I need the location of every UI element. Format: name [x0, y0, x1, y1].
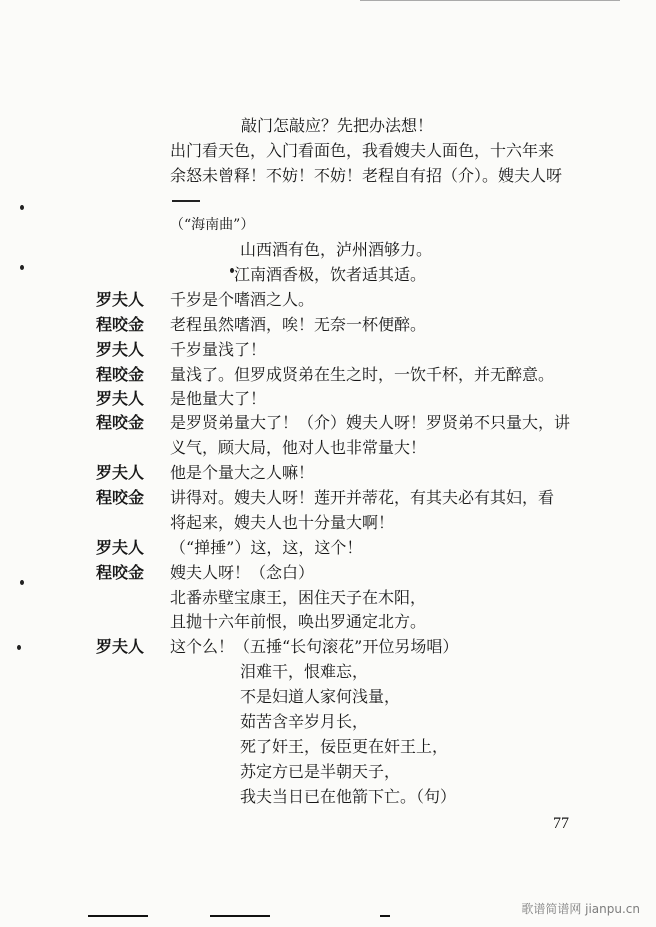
speaker-name: 罗夫人: [96, 463, 145, 482]
watermark: 歌谱简谱网 jianpu.cn: [521, 902, 640, 916]
dialogue-line: 老程虽然嗜酒，唉！无奈一杯便醉。: [170, 315, 427, 334]
page-number: 77: [553, 815, 569, 832]
dialogue-line: 余怒未曾释！不妨！不妨！老程自有招（介）。嫂夫人呀: [170, 166, 563, 185]
verse-line: 不是妇道人家何浅量，: [240, 687, 401, 706]
speaker-name: 罗夫人: [96, 389, 145, 408]
speaker-name: 程咬金: [96, 488, 145, 507]
tune-direction: （“海南曲”）: [170, 217, 255, 233]
bottom-rule: [380, 915, 390, 917]
speaker-name: 程咬金: [96, 413, 145, 432]
speaker-name: 程咬金: [96, 365, 145, 384]
scan-mark: [17, 645, 21, 650]
scan-mark: [20, 205, 24, 210]
scan-mark: [230, 268, 234, 273]
verse-line: 死了奸王，佞臣更在奸王上，: [240, 737, 449, 756]
speaker-name: 罗夫人: [96, 340, 145, 359]
speaker-name: 程咬金: [96, 563, 145, 582]
dialogue-line: 是罗贤弟量大了！（介）嫂夫人呀！罗贤弟不只量大，讲: [170, 413, 571, 432]
speaker-name: 程咬金: [96, 315, 145, 334]
dialogue-line: 这个么！（五捶“长句滚花”开位另场唱）: [170, 637, 459, 656]
dash-mark: [172, 200, 200, 202]
dialogue-line: 他是个量大之人嘛！: [170, 463, 315, 482]
verse-line: 我夫当日已在他箭下亡。（句）: [240, 787, 457, 806]
bottom-rule: [210, 915, 270, 917]
recitation-line: 北番赤壁宝康王，困住天子在木阳，: [170, 588, 427, 607]
verse-line: 江南酒香极，饮者适其适。: [234, 265, 427, 284]
verse-line: 苏定方已是半朝天子，: [240, 762, 401, 781]
dialogue-line: 将起来，嫂夫人也十分量大啊！: [170, 513, 395, 532]
speaker-name: 罗夫人: [96, 637, 145, 656]
dialogue-line: 千岁量浅了！: [170, 340, 267, 359]
recitation-line: 且抛十六年前恨，唤出罗通定北方。: [170, 612, 427, 631]
dialogue-line: 讲得对。嫂夫人呀！莲开并蒂花，有其夫必有其妇，看: [170, 488, 555, 507]
scan-mark: [20, 265, 24, 270]
verse-line: 敲门怎敲应？先把办法想！: [241, 116, 434, 135]
top-border: [360, 0, 620, 1]
dialogue-line: （“掸捶”）这，这，这个！: [170, 538, 363, 557]
verse-line: 山西酒有色，泸州酒够力。: [240, 240, 433, 259]
dialogue-line: 千岁是个嗜酒之人。: [170, 290, 315, 309]
speaker-name: 罗夫人: [96, 290, 145, 309]
scan-mark: [20, 580, 24, 585]
dialogue-line: 出门看天色，入门看面色，我看嫂夫人面色，十六年来: [170, 141, 555, 160]
dialogue-line: 嫂夫人呀！（念白）: [170, 563, 315, 582]
verse-line: 茹苦含辛岁月长，: [240, 712, 369, 731]
dialogue-line: 量浅了。但罗成贤弟在生之时，一饮千杯，并无醉意。: [170, 365, 555, 384]
dialogue-line: 是他量大了！: [170, 389, 267, 408]
speaker-name: 罗夫人: [96, 538, 145, 557]
bottom-rule: [88, 915, 148, 917]
dialogue-line: 义气，顾大局，他对人也非常量大！: [170, 438, 427, 457]
verse-line: 泪难干，恨难忘，: [240, 662, 369, 681]
